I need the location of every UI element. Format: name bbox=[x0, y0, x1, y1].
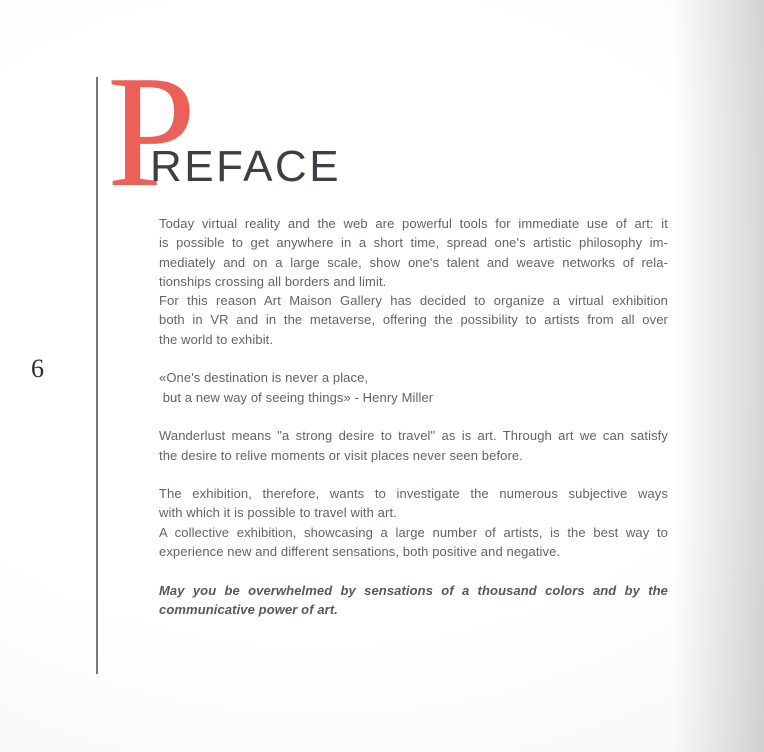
vertical-rule bbox=[96, 77, 98, 674]
text-line: with which it is possible to travel with art. bbox=[159, 505, 397, 521]
text-line: the desire to relive moments or visit places never seen before. bbox=[159, 447, 523, 463]
paragraph-closing-wish bbox=[159, 581, 668, 620]
paragraph-wanderlust bbox=[159, 426, 668, 465]
title-drop-cap: P bbox=[107, 42, 196, 220]
text-line: Today virtual reality and the web are powerful tools for immediate use of art: it bbox=[159, 216, 668, 231]
paragraph-exhibition bbox=[159, 484, 668, 561]
text-line: both in VR and in the metaverse, offering the possibility to artists from all over bbox=[159, 312, 668, 328]
text-line: tionships crossing all borders and limit. bbox=[159, 273, 387, 289]
text-line: May you be overwhelmed by sensations of a thousand colors and by the bbox=[159, 582, 668, 598]
paragraph-quote bbox=[159, 368, 668, 407]
text-line: «One's destination is never a place, bbox=[159, 370, 369, 386]
text-line: A collective exhibition, showcasing a large number of artists, is the best way to bbox=[159, 524, 668, 540]
body-text bbox=[159, 214, 668, 619]
text-line: is possible to get anywhere in a short time, spread one's artistic philosophy im- bbox=[159, 235, 668, 251]
text-line: Wanderlust means "a strong desire to travel" as is art. Through art we can satisfy bbox=[159, 428, 668, 444]
text-line: The exhibition, therefore, wants to investigate the numerous subjective ways bbox=[159, 486, 668, 502]
paragraph-gallery bbox=[159, 291, 668, 349]
text-line: For this reason Art Maison Gallery has decided to organize a virtual exhibition bbox=[159, 293, 668, 309]
text-line: communicative power of art. bbox=[159, 601, 338, 617]
text-line: the world to exhibit. bbox=[159, 331, 274, 347]
paragraph-intro bbox=[159, 214, 668, 291]
page-title: REFACE bbox=[150, 142, 342, 191]
text-line: mediately and on a large scale, show one's talent and weave networks of rela- bbox=[159, 254, 668, 270]
text-line: but a new way of seeing things» - Henry Miller bbox=[159, 389, 434, 405]
page-number: 6 bbox=[31, 354, 44, 383]
text-line: experience new and different sensations, both positive and negative. bbox=[159, 544, 561, 560]
